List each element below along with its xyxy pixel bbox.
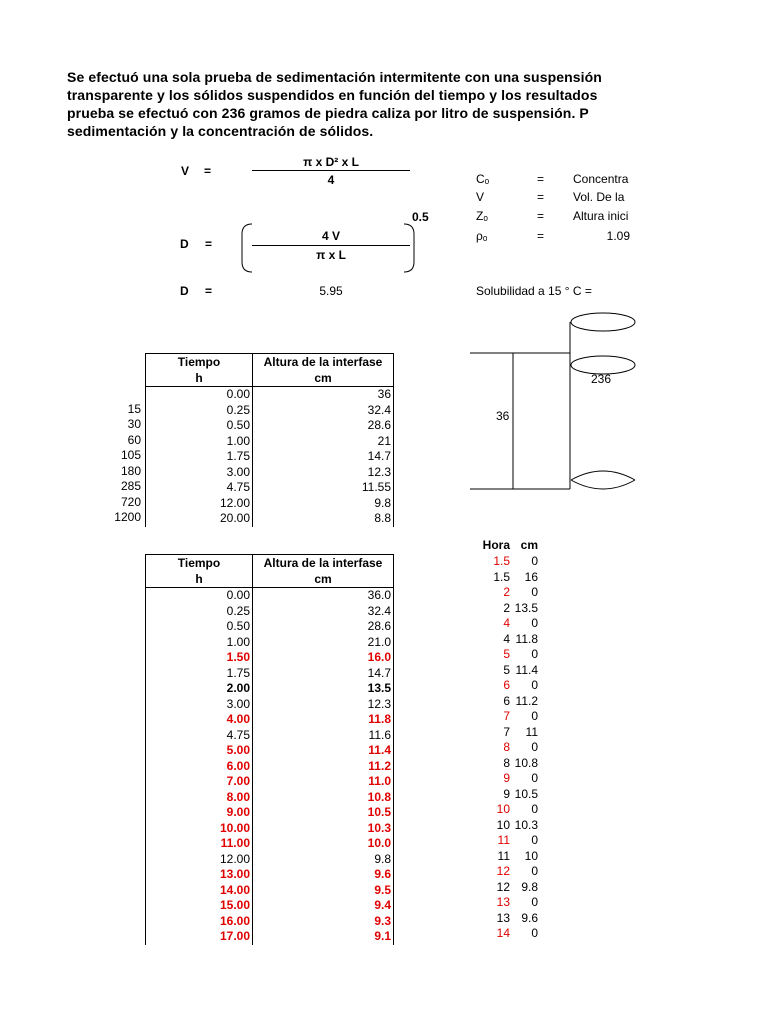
hora-value: 6 [503, 693, 510, 708]
cell-altura: 10.5 [253, 805, 394, 821]
cell-tiempo: 12.00 [146, 852, 253, 868]
cell-tiempo: 16.00 [146, 914, 253, 930]
cell-tiempo: 0.50 [146, 418, 253, 434]
table-row [146, 619, 394, 635]
def-eq: = [537, 209, 545, 223]
cell-tiempo: 17.00 [146, 929, 253, 945]
cell-altura: 14.7 [253, 666, 394, 682]
def-desc: Concentra [573, 172, 629, 186]
cell-altura: 16.0 [253, 650, 394, 666]
cell-tiempo: 1.75 [146, 666, 253, 682]
cell-altura: 11.55 [253, 480, 394, 496]
formula-d-numerator: 4 V [321, 229, 340, 243]
cell-altura: 10.0 [253, 836, 394, 852]
hora-value: 12 [496, 864, 510, 878]
cell-tiempo: 0.25 [146, 604, 253, 620]
cell-altura: 9.8 [253, 852, 394, 868]
table-row [146, 588, 394, 604]
minutes-cell: 60 [127, 432, 141, 447]
table-row [146, 496, 394, 512]
table-row [146, 790, 394, 806]
table-tiempo-altura-1 [145, 353, 394, 527]
cm-value: 11.4 [515, 662, 538, 677]
cell-tiempo: 20.00 [146, 511, 253, 527]
hora-value: 6 [503, 678, 510, 692]
column-header: Tiempo [146, 354, 253, 371]
cell-tiempo: 1.75 [146, 449, 253, 465]
def-desc: Vol. De la [573, 190, 625, 204]
cm-value: 0 [531, 895, 538, 909]
hora-value: 9 [503, 786, 510, 801]
cm-value: 9.6 [521, 910, 538, 925]
table-row [146, 387, 394, 403]
cell-altura: 36.0 [253, 588, 394, 604]
intro-line: sedimentación y la concentración de sólidos. [67, 123, 374, 139]
cm-value: 16 [524, 569, 538, 584]
hora-value: 11 [497, 848, 510, 863]
table-row [146, 774, 394, 790]
intro-line: Se efectuó una sola prueba de sedimentación intermitente con una suspensión [67, 69, 602, 85]
formula-d-denominator: π x L [316, 248, 346, 262]
minutes-cell: 285 [120, 479, 141, 493]
def-symbol: Zₒ [476, 209, 488, 223]
cell-altura: 13.5 [253, 681, 394, 697]
formula-v-lhs: V [181, 164, 190, 178]
table-tiempo-altura-2 [145, 554, 394, 945]
formula-d-exponent: 0.5 [412, 210, 429, 224]
cell-tiempo: 6.00 [146, 759, 253, 775]
formula-v-denominator: 4 [327, 173, 335, 187]
cell-altura: 32.4 [253, 403, 394, 419]
cm-value: 0 [531, 802, 538, 816]
hora-value: 7 [503, 709, 510, 723]
table-row [146, 635, 394, 651]
table-row [146, 511, 394, 527]
table-row [146, 418, 394, 434]
table-row [146, 681, 394, 697]
hora-value: 1.5 [493, 569, 510, 584]
table-row [146, 666, 394, 682]
cell-altura: 9.4 [253, 898, 394, 914]
cell-altura: 28.6 [253, 418, 394, 434]
column-unit: h [146, 571, 253, 588]
minutes-cell: 15 [127, 401, 141, 416]
cm-value: 0 [531, 678, 538, 692]
minutes-cell: 30 [127, 417, 141, 431]
cell-tiempo: 12.00 [146, 496, 253, 512]
cell-tiempo: 7.00 [146, 774, 253, 790]
cell-tiempo: 14.00 [146, 883, 253, 899]
table-row [146, 759, 394, 775]
cm-value: 0 [531, 709, 538, 723]
cell-altura: 10.8 [253, 790, 394, 806]
minutes-cell: 105 [120, 448, 141, 462]
def-symbol: ρₒ [476, 229, 488, 243]
table-row [146, 728, 394, 744]
hora-value: 10 [496, 802, 510, 816]
cell-altura: 11.0 [253, 774, 394, 790]
column-unit: cm [253, 571, 394, 588]
cell-altura: 32.4 [253, 604, 394, 620]
cell-tiempo: 4.75 [146, 480, 253, 496]
column-unit: h [146, 370, 253, 387]
hora-value: 2 [503, 585, 510, 599]
table-row [146, 434, 394, 450]
cylinder-height-label: 36 [496, 409, 510, 423]
cm-value: 0 [531, 926, 538, 940]
cm-value: 10 [524, 848, 538, 863]
cell-tiempo: 15.00 [146, 898, 253, 914]
cell-altura: 21 [253, 434, 394, 450]
cell-altura: 9.8 [253, 496, 394, 512]
hora-value: 4 [503, 616, 510, 630]
hora-value: 11 [497, 833, 510, 847]
cell-tiempo: 4.00 [146, 712, 253, 728]
table-row [146, 743, 394, 759]
intro-line: transparente y los sólidos suspendidos en función del tiempo y los resultados [67, 87, 598, 103]
hora-value: 8 [503, 740, 510, 754]
cell-tiempo: 13.00 [146, 867, 253, 883]
def-symbol: Cₒ [476, 172, 490, 186]
hora-value: 9 [503, 771, 510, 785]
result-d-lhs: D [180, 284, 189, 298]
cell-tiempo: 1.00 [146, 635, 253, 651]
formula-v-fraction-bar [252, 170, 410, 171]
cm-value: 0 [531, 771, 538, 785]
cell-tiempo: 0.25 [146, 403, 253, 419]
cell-tiempo: 11.00 [146, 836, 253, 852]
hora-value: 14 [496, 926, 510, 940]
table-row [146, 449, 394, 465]
result-d-eq: = [205, 284, 213, 298]
cell-altura: 21.0 [253, 635, 394, 651]
cm-header-label: cm [520, 538, 538, 552]
cell-altura: 11.6 [253, 728, 394, 744]
hora-value: 10 [496, 817, 510, 832]
minutes-cell [100, 386, 141, 402]
table-row [146, 712, 394, 728]
cm-value: 11 [525, 724, 538, 739]
table-row [146, 929, 394, 945]
cell-tiempo: 1.00 [146, 434, 253, 450]
cell-altura: 28.6 [253, 619, 394, 635]
table-row [146, 697, 394, 713]
cell-altura: 11.2 [253, 759, 394, 775]
hora-value: 1.5 [493, 554, 510, 568]
cell-tiempo: 2.00 [146, 681, 253, 697]
cm-value: 13.5 [514, 600, 538, 615]
def-symbol: V [476, 190, 485, 204]
cylinder-mass-label: 236 [591, 372, 612, 386]
hora-value: 12 [496, 879, 510, 894]
cell-tiempo: 10.00 [146, 821, 253, 837]
hora-value: 5 [503, 647, 510, 661]
cell-altura: 10.3 [253, 821, 394, 837]
cell-altura: 11.4 [253, 743, 394, 759]
cm-value: 10.3 [514, 817, 538, 832]
def-eq: = [537, 229, 545, 243]
cm-value: 11.8 [515, 631, 538, 646]
cylinder-diagram [470, 308, 636, 494]
cm-value: 0 [531, 585, 538, 599]
minutes-cell: 1200 [114, 510, 141, 524]
cell-altura: 9.3 [253, 914, 394, 930]
cell-altura: 9.6 [253, 867, 394, 883]
cell-tiempo: 4.75 [146, 728, 253, 744]
cell-tiempo: 9.00 [146, 805, 253, 821]
cell-tiempo: 0.50 [146, 619, 253, 635]
hora-header-label: Hora [482, 538, 510, 552]
column-header: Altura de la interfase [253, 354, 394, 371]
table-row [146, 805, 394, 821]
formula-v-eq: = [204, 164, 212, 178]
cm-value: 10.8 [514, 755, 538, 770]
cell-altura: 12.3 [253, 697, 394, 713]
cell-altura: 9.1 [253, 929, 394, 945]
hora-value: 5 [503, 662, 510, 677]
cm-value: 0 [531, 833, 538, 847]
table-row [146, 914, 394, 930]
table-row [146, 650, 394, 666]
cell-altura: 36 [253, 387, 394, 403]
minutes-cell: 180 [120, 463, 141, 478]
formula-d-fraction-bar [252, 245, 410, 246]
table-row [146, 465, 394, 481]
table-row [146, 480, 394, 496]
cm-value: 0 [531, 864, 538, 878]
table-row [146, 867, 394, 883]
table-row [146, 604, 394, 620]
column-header: Altura de la interfase [253, 555, 394, 572]
table-row [146, 836, 394, 852]
cell-tiempo: 3.00 [146, 697, 253, 713]
cell-altura: 9.5 [253, 883, 394, 899]
formula-d-eq: = [205, 237, 213, 251]
hora-value: 7 [503, 724, 510, 739]
column-unit: cm [253, 370, 394, 387]
table-row [146, 821, 394, 837]
cm-value: 0 [531, 616, 538, 630]
cell-tiempo: 0.00 [146, 387, 253, 403]
cell-tiempo: 1.50 [146, 650, 253, 666]
column-header: Tiempo [146, 555, 253, 572]
cm-value: 9.8 [521, 879, 538, 894]
def-desc: Altura inici [573, 209, 629, 223]
hora-value: 4 [503, 631, 510, 646]
cm-value: 0 [531, 554, 538, 568]
intro-paragraph [67, 68, 633, 140]
cell-altura: 8.8 [253, 511, 394, 527]
cell-altura: 12.3 [253, 465, 394, 481]
cm-value: 10.5 [514, 786, 538, 801]
def-eq: = [537, 172, 545, 186]
hora-value: 8 [503, 755, 510, 770]
def-desc: 1.09 [606, 229, 630, 243]
cm-value: 0 [531, 647, 538, 661]
cell-tiempo: 0.00 [146, 588, 253, 604]
hora-value: 13 [496, 910, 510, 925]
table-row [146, 898, 394, 914]
intro-line: prueba se efectuó con 236 gramos de piedra caliza por litro de suspensión. P [67, 105, 589, 121]
formula-v-numerator: π x D² x L [303, 155, 359, 169]
hora-value: 13 [496, 895, 510, 909]
solubility-label: Solubilidad a 15 ° C = [476, 284, 592, 298]
minutes-cell: 720 [120, 494, 141, 509]
cell-altura: 11.8 [253, 712, 394, 728]
table-row [146, 852, 394, 868]
table1-minutes-column [100, 386, 141, 526]
table-row [146, 403, 394, 419]
result-d-value: 5.95 [319, 284, 343, 298]
cell-tiempo: 5.00 [146, 743, 253, 759]
cell-altura: 14.7 [253, 449, 394, 465]
cm-value: 0 [531, 740, 538, 754]
cell-tiempo: 3.00 [146, 465, 253, 481]
cell-tiempo: 8.00 [146, 790, 253, 806]
def-eq: = [537, 190, 545, 204]
formula-d-lhs: D [180, 237, 189, 251]
cm-value: 11.2 [515, 693, 538, 708]
hora-value: 2 [503, 600, 510, 615]
table-row [146, 883, 394, 899]
